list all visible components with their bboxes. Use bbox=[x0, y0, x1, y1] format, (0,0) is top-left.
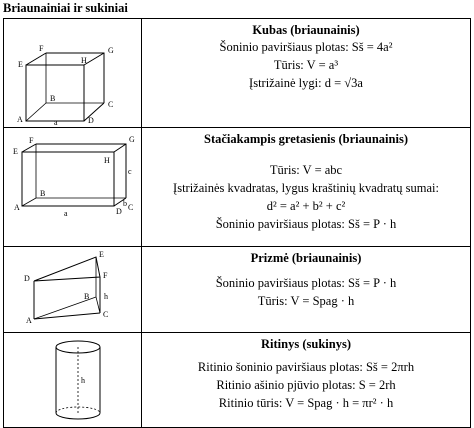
table-row-prism bbox=[4, 247, 471, 333]
solid-name-cuboid: Stačiakampis gretasienis (briaunainis) bbox=[204, 132, 408, 146]
label-a-edge: a bbox=[54, 118, 58, 127]
label-a-edge: a bbox=[64, 209, 68, 218]
prism-formula-lateral-area: Šoninio paviršiaus plotas: Sš = P · h bbox=[215, 276, 397, 290]
label-a-vertex: A bbox=[17, 115, 23, 124]
cylinder-text-cell bbox=[142, 333, 471, 428]
label-g-vertex: G bbox=[108, 46, 114, 55]
cube-formula-lateral-area: Šoninio paviršiaus plotas: Sš = 4a² bbox=[219, 40, 393, 54]
cuboid-formula-lateral-area: Šoninio paviršiaus plotas: Sš = P · h bbox=[215, 217, 397, 231]
cube-text-cell bbox=[142, 19, 471, 128]
label-a-vertex: A bbox=[14, 203, 20, 212]
prism-formula-volume: Tūris: V = Spag · h bbox=[257, 294, 355, 308]
cuboid-figure-cell bbox=[4, 128, 142, 247]
label-h-height: h bbox=[81, 376, 85, 385]
solid-name-cube: Kubas (briaunainis) bbox=[252, 23, 360, 37]
cylinder-figure-cell bbox=[4, 333, 142, 428]
table-row-cuboid bbox=[4, 128, 471, 247]
cube-formula-diagonal: Įstrižainė lygi: d = √3a bbox=[249, 76, 363, 90]
cylinder-diagram bbox=[4, 333, 141, 427]
cuboid-formula-diagonal-text: Įstrižainės kvadratas, lygus kraštinių kvadratų sumai: bbox=[173, 181, 439, 195]
cylinder-formula-axial-section: Ritinio ašinio pjūvio plotas: S = 2rh bbox=[216, 378, 396, 392]
label-h-edge: h bbox=[104, 292, 108, 301]
label-d-vertex: D bbox=[116, 207, 122, 216]
label-b-vertex: B bbox=[84, 292, 90, 301]
label-c-vertex: C bbox=[108, 100, 114, 109]
label-f-vertex: F bbox=[29, 136, 34, 145]
label-c-vertex: C bbox=[128, 203, 134, 212]
label-d-vertex: D bbox=[24, 274, 30, 283]
table-row-cube bbox=[4, 19, 471, 128]
label-e-vertex: E bbox=[99, 250, 104, 259]
label-h-vertex: H bbox=[81, 56, 87, 65]
cuboid-formula-volume: Tūris: V = abc bbox=[269, 163, 343, 177]
label-h-vertex: H bbox=[104, 156, 110, 165]
label-b-vertex: B bbox=[50, 94, 56, 103]
label-g-vertex: G bbox=[129, 135, 135, 144]
label-a-vertex: A bbox=[26, 316, 32, 325]
label-c-vertex: C bbox=[103, 310, 109, 319]
cube-formula-volume: Tūris: V = a³ bbox=[273, 58, 339, 72]
page-title: Briaunainiai ir sukiniai bbox=[3, 1, 128, 15]
label-b-edge: b bbox=[123, 199, 127, 208]
cylinder-formula-volume: Ritinio tūris: V = Spag · h = πr² · h bbox=[218, 396, 394, 410]
label-e-vertex: E bbox=[18, 60, 23, 69]
prism-diagram bbox=[4, 247, 141, 332]
label-e-vertex: E bbox=[13, 147, 18, 156]
label-b-vertex: B bbox=[40, 189, 46, 198]
cylinder-formula-lateral-area: Ritinio šoninio paviršiaus plotas: Sš = 2πrh bbox=[197, 360, 415, 374]
solid-name-prism: Prizmė (briaunainis) bbox=[250, 251, 362, 265]
prism-text-cell bbox=[142, 247, 471, 333]
cube-diagram bbox=[4, 19, 141, 127]
solids-table bbox=[3, 18, 471, 428]
cube-figure-cell bbox=[4, 19, 142, 128]
prism-figure-cell bbox=[4, 247, 142, 333]
label-f-vertex: F bbox=[103, 271, 108, 280]
cuboid-text-cell bbox=[142, 128, 471, 247]
solid-name-cylinder: Ritinys (sukinys) bbox=[261, 337, 351, 351]
label-c-edge: c bbox=[128, 167, 132, 176]
cuboid-formula-diagonal: d² = a² + b² + c² bbox=[266, 199, 346, 213]
label-f-vertex: F bbox=[39, 44, 44, 53]
cuboid-diagram bbox=[4, 128, 141, 246]
table-row-cylinder bbox=[4, 333, 471, 428]
label-d-vertex: D bbox=[88, 116, 94, 125]
